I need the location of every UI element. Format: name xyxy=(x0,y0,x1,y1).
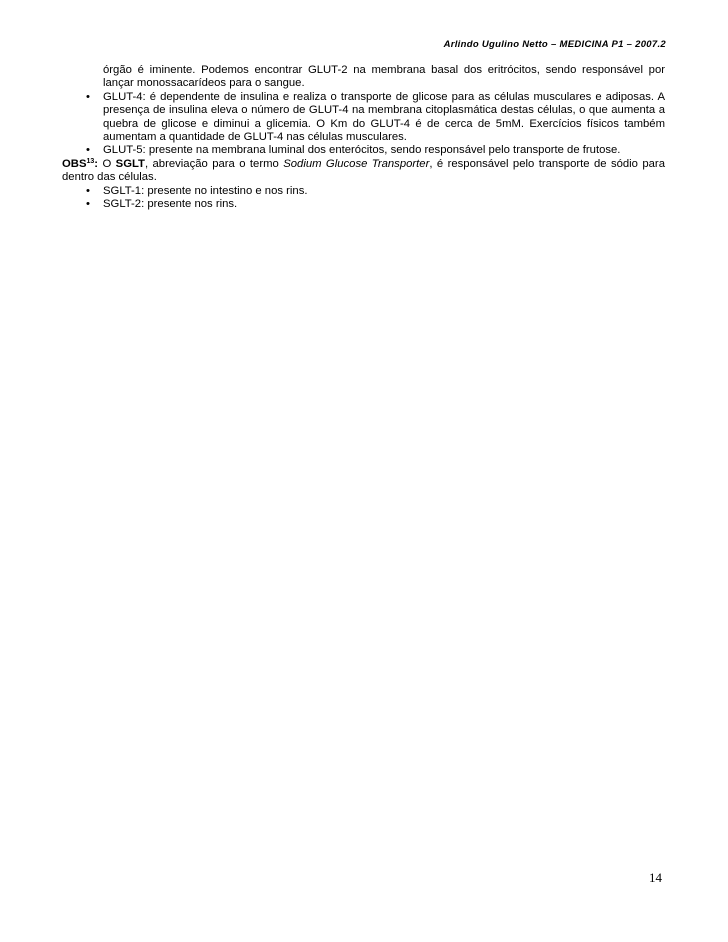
list-item xyxy=(62,91,665,145)
obs-text-pre: O xyxy=(98,157,116,170)
bullet-icon: • xyxy=(86,90,90,103)
sglt-bullet-list xyxy=(62,185,665,212)
bullet-icon: • xyxy=(86,184,90,197)
list-item-text: GLUT-5: presente na membrana luminal dos enterócitos, sendo responsável pelo transporte de frutose. xyxy=(103,144,621,157)
list-item xyxy=(62,185,665,198)
intro-continuation-paragraph: órgão é iminente. Podemos encontrar GLUT-2 na membrana basal dos eritrócitos, sendo responsável por lançar monossacarídeos para o sangue. xyxy=(103,64,665,90)
list-item-text: GLUT-4: é dependente de insulina e realiza o transporte de glicose para as células musculares e adiposas. A presença de insulina eleva o número de GLUT-4 na membrana citoplasmática destas células, o que aumenta a quebra de glicose e diminui a glicemia. O Km do GLUT-4 é de cerca de 5mM. Exercícios físicos também aumentam a quantidade de GLUT-4 nas células musculares. xyxy=(103,90,665,144)
obs-term: SGLT xyxy=(115,157,145,170)
obs-colon: : xyxy=(94,157,99,170)
obs-number: 13 xyxy=(86,157,95,165)
obs-text-post: , é responsável pelo transporte de sódio para dentro das células. xyxy=(62,157,665,184)
running-header: Arlindo Ugulino Netto – MEDICINA P1 – 2007.2 xyxy=(443,39,666,50)
glut-bullet-list xyxy=(62,91,665,158)
page-number: 14 xyxy=(649,870,662,885)
obs-label: OBS xyxy=(62,157,87,170)
list-item xyxy=(62,198,665,211)
list-item xyxy=(62,144,665,157)
bullet-icon: • xyxy=(86,144,90,157)
list-item-text: SGLT-1: presente no intestino e nos rins. xyxy=(103,184,308,197)
list-item-text: SGLT-2: presente nos rins. xyxy=(103,198,238,211)
obs-paragraph xyxy=(62,158,665,185)
obs-text-mid: , abreviação para o termo xyxy=(144,157,284,170)
bullet-icon: • xyxy=(86,198,90,211)
obs-italic-term: Sodium Glucose Transporter xyxy=(283,157,430,170)
page-content xyxy=(62,64,665,211)
